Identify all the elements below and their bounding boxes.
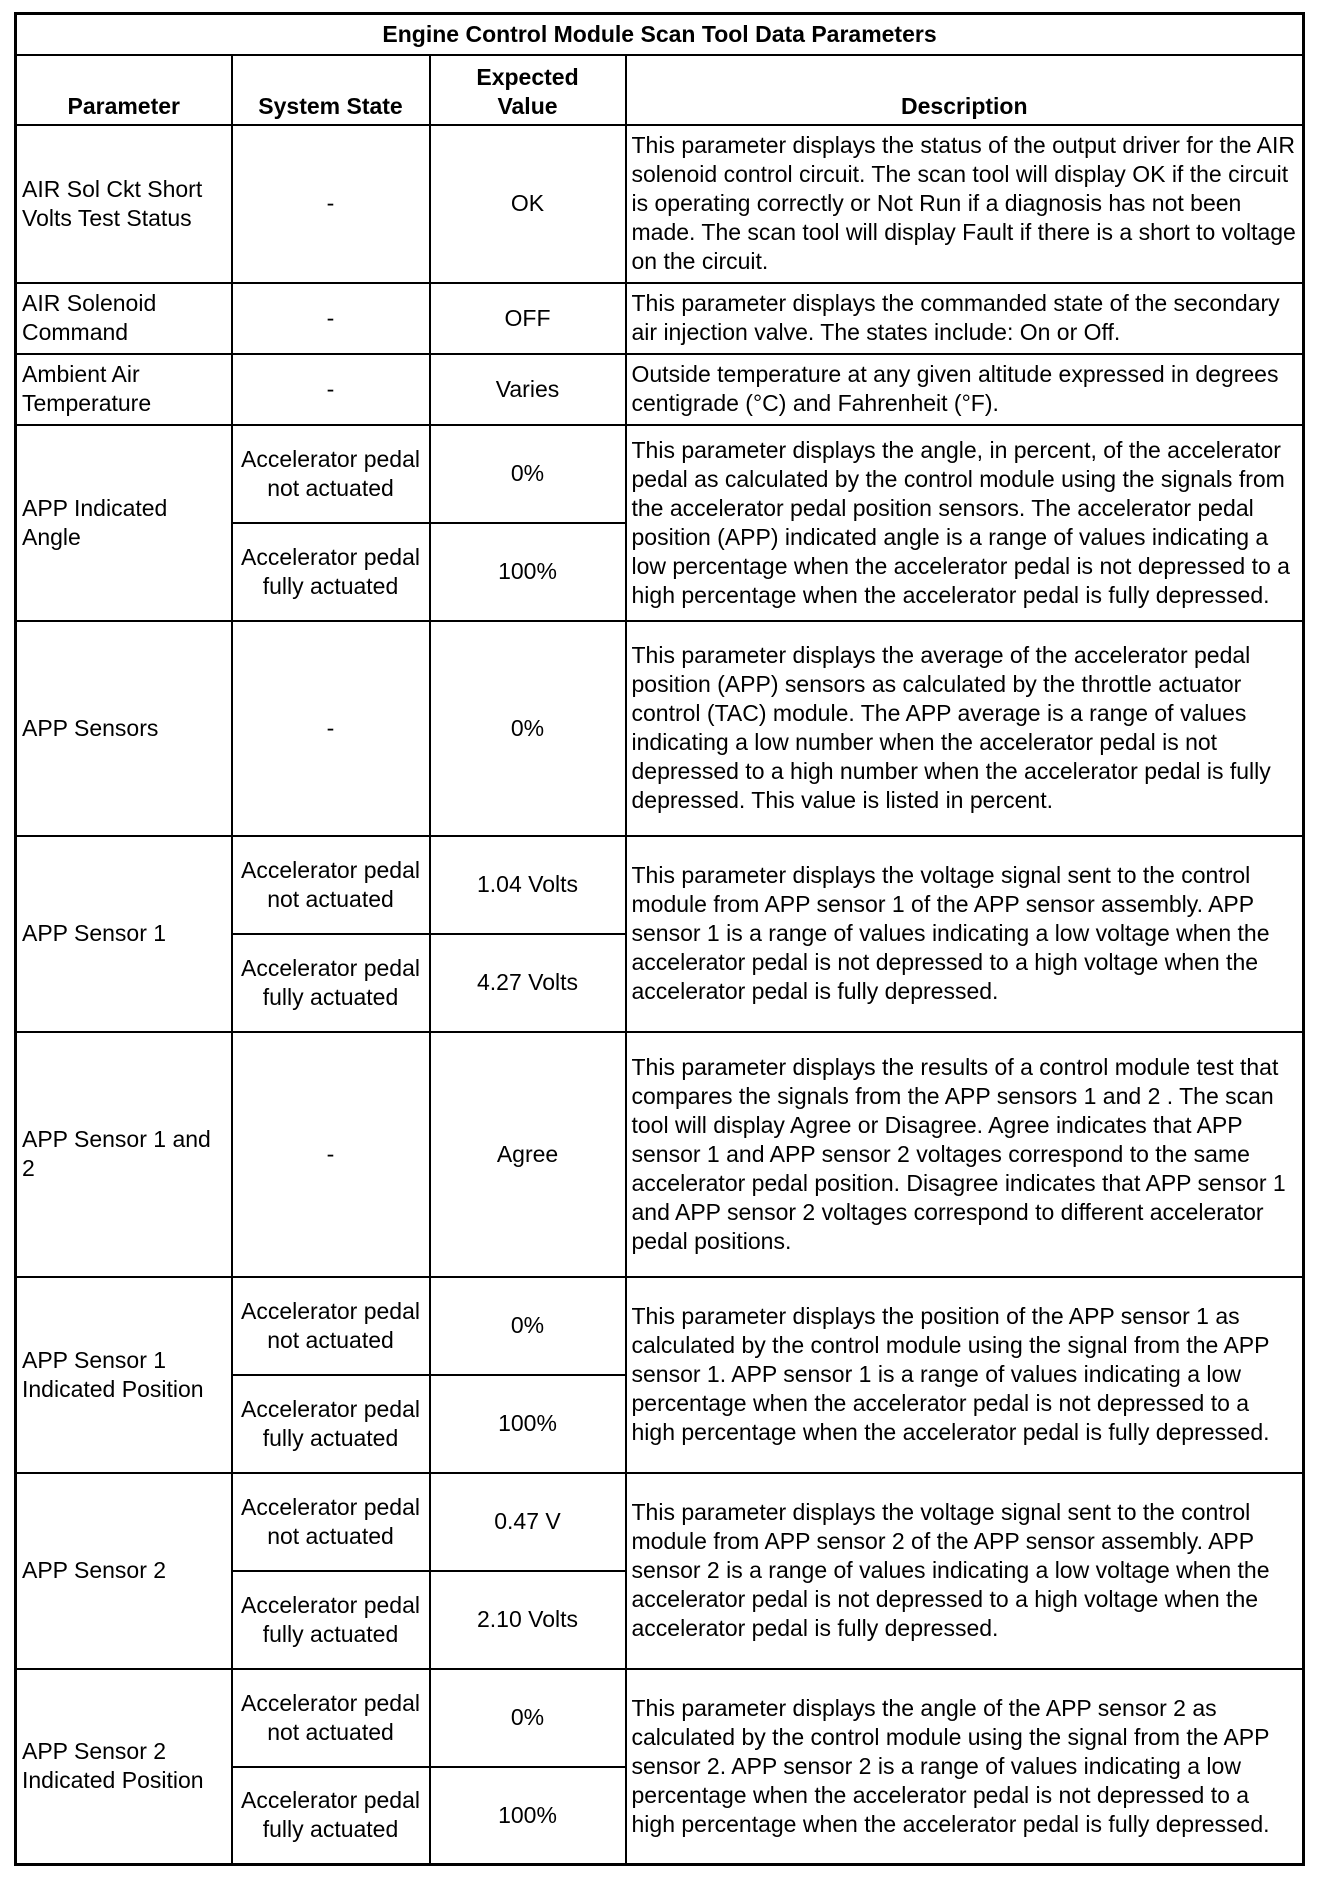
table-title: Engine Control Module Scan Tool Data Parameters bbox=[16, 14, 1304, 55]
expected-value-cell: 100% bbox=[430, 1767, 626, 1865]
table-row bbox=[16, 1473, 1304, 1571]
parameter-cell: AIR Solenoid Command bbox=[16, 283, 232, 354]
description-cell: Outside temperature at any given altitude expressed in degrees centigrade (°C) and Fahrenheit (°F). bbox=[626, 354, 1304, 425]
system-state-cell: Accelerator pedal not actuated bbox=[232, 836, 430, 934]
expected-value-cell: 2.10 Volts bbox=[430, 1571, 626, 1669]
system-state-cell: - bbox=[232, 283, 430, 354]
table-row bbox=[16, 283, 1304, 354]
table-row bbox=[16, 125, 1304, 283]
description-cell: This parameter displays the results of a control module test that compares the signals from the APP sensors 1 and 2 . The scan tool will display Agree or Disagree. Agree indicates that APP sensor 1 and APP sensor 2 voltages correspond to the same accelerator pedal position. Disagree indicates that APP sensor 1 and APP sensor 2 voltages correspond to different accelerator pedal positions. bbox=[626, 1032, 1304, 1277]
description-cell: This parameter displays the commanded state of the secondary air injection valve. The states include: On or Off. bbox=[626, 283, 1304, 354]
system-state-cell: Accelerator pedal fully actuated bbox=[232, 1375, 430, 1473]
parameter-cell: APP Indicated Angle bbox=[16, 425, 232, 621]
expected-value-cell: 0% bbox=[430, 425, 626, 523]
system-state-cell: Accelerator pedal fully actuated bbox=[232, 1571, 430, 1669]
table-row bbox=[16, 621, 1304, 836]
description-cell: This parameter displays the angle of the APP sensor 2 as calculated by the control module using the signal from the APP sensor 2. APP sensor 2 is a range of values indicating a low percentage when the accelerator pedal is not depressed to a high percentage when the accelerator pedal is fully depressed. bbox=[626, 1669, 1304, 1865]
system-state-cell: Accelerator pedal not actuated bbox=[232, 1669, 430, 1767]
expected-value-cell: Varies bbox=[430, 354, 626, 425]
parameter-cell: APP Sensor 2 Indicated Position bbox=[16, 1669, 232, 1865]
system-state-cell: - bbox=[232, 1032, 430, 1277]
expected-value-cell: 100% bbox=[430, 1375, 626, 1473]
header-expected-value: Expected Value bbox=[430, 55, 626, 125]
expected-value-cell: 1.04 Volts bbox=[430, 836, 626, 934]
expected-value-cell: OK bbox=[430, 125, 626, 283]
expected-value-cell: OFF bbox=[430, 283, 626, 354]
expected-value-cell: 100% bbox=[430, 523, 626, 621]
system-state-cell: Accelerator pedal not actuated bbox=[232, 425, 430, 523]
system-state-cell: Accelerator pedal not actuated bbox=[232, 1277, 430, 1375]
expected-value-cell: 0% bbox=[430, 621, 626, 836]
header-description: Description bbox=[626, 55, 1304, 125]
table-row bbox=[16, 354, 1304, 425]
description-cell: This parameter displays the position of the APP sensor 1 as calculated by the control module using the signal from the APP sensor 1. APP sensor 1 is a range of values indicating a low percentage when the accelerator pedal is not depressed to a high percentage when the accelerator pedal is fully depressed. bbox=[626, 1277, 1304, 1473]
expected-value-cell: 0.47 V bbox=[430, 1473, 626, 1571]
table-row bbox=[16, 425, 1304, 523]
parameter-cell: APP Sensor 2 bbox=[16, 1473, 232, 1669]
parameter-cell: APP Sensor 1 and 2 bbox=[16, 1032, 232, 1277]
table-row bbox=[16, 1669, 1304, 1767]
description-cell: This parameter displays the average of the accelerator pedal position (APP) sensors as calculated by the throttle actuator control (TAC) module. The APP average is a range of values indicating a low number when the accelerator pedal is not depressed to a high number when the accelerator pedal is fully depressed. This value is listed in percent. bbox=[626, 621, 1304, 836]
parameter-cell: APP Sensors bbox=[16, 621, 232, 836]
system-state-cell: Accelerator pedal fully actuated bbox=[232, 523, 430, 621]
table-row bbox=[16, 1032, 1304, 1277]
description-cell: This parameter displays the status of the output driver for the AIR solenoid control circuit. The scan tool will display OK if the circuit is operating correctly or Not Run if a diagnosis has not been made. The scan tool will display Fault if there is a short to voltage on the circuit. bbox=[626, 125, 1304, 283]
scan-tool-data-table bbox=[14, 12, 1305, 1866]
system-state-cell: - bbox=[232, 125, 430, 283]
parameter-cell: Ambient Air Temperature bbox=[16, 354, 232, 425]
expected-value-cell: 0% bbox=[430, 1669, 626, 1767]
description-cell: This parameter displays the voltage signal sent to the control module from APP sensor 2 of the APP sensor assembly. APP sensor 2 is a range of values indicating a low voltage when the accelerator pedal is not depressed to a high voltage when the accelerator pedal is fully depressed. bbox=[626, 1473, 1304, 1669]
description-cell: This parameter displays the angle, in percent, of the accelerator pedal as calculated by the control module using the signals from the accelerator pedal position sensors. The accelerator pedal position (APP) indicated angle is a range of values indicating a low percentage when the accelerator pedal is not depressed to a high percentage when the accelerator pedal is fully depressed. bbox=[626, 425, 1304, 621]
document-page bbox=[14, 12, 1302, 1866]
parameter-cell: APP Sensor 1 Indicated Position bbox=[16, 1277, 232, 1473]
system-state-cell: Accelerator pedal fully actuated bbox=[232, 1767, 430, 1865]
table-row bbox=[16, 1277, 1304, 1375]
expected-value-cell: Agree bbox=[430, 1032, 626, 1277]
expected-value-cell: 4.27 Volts bbox=[430, 934, 626, 1032]
description-cell: This parameter displays the voltage signal sent to the control module from APP sensor 1 of the APP sensor assembly. APP sensor 1 is a range of values indicating a low voltage when the accelerator pedal is not depressed to a high voltage when the accelerator pedal is fully depressed. bbox=[626, 836, 1304, 1032]
parameter-cell: AIR Sol Ckt Short Volts Test Status bbox=[16, 125, 232, 283]
header-parameter: Parameter bbox=[16, 55, 232, 125]
header-system-state: System State bbox=[232, 55, 430, 125]
expected-value-cell: 0% bbox=[430, 1277, 626, 1375]
table-row bbox=[16, 836, 1304, 934]
system-state-cell: - bbox=[232, 354, 430, 425]
parameter-cell: APP Sensor 1 bbox=[16, 836, 232, 1032]
system-state-cell: - bbox=[232, 621, 430, 836]
system-state-cell: Accelerator pedal not actuated bbox=[232, 1473, 430, 1571]
system-state-cell: Accelerator pedal fully actuated bbox=[232, 934, 430, 1032]
